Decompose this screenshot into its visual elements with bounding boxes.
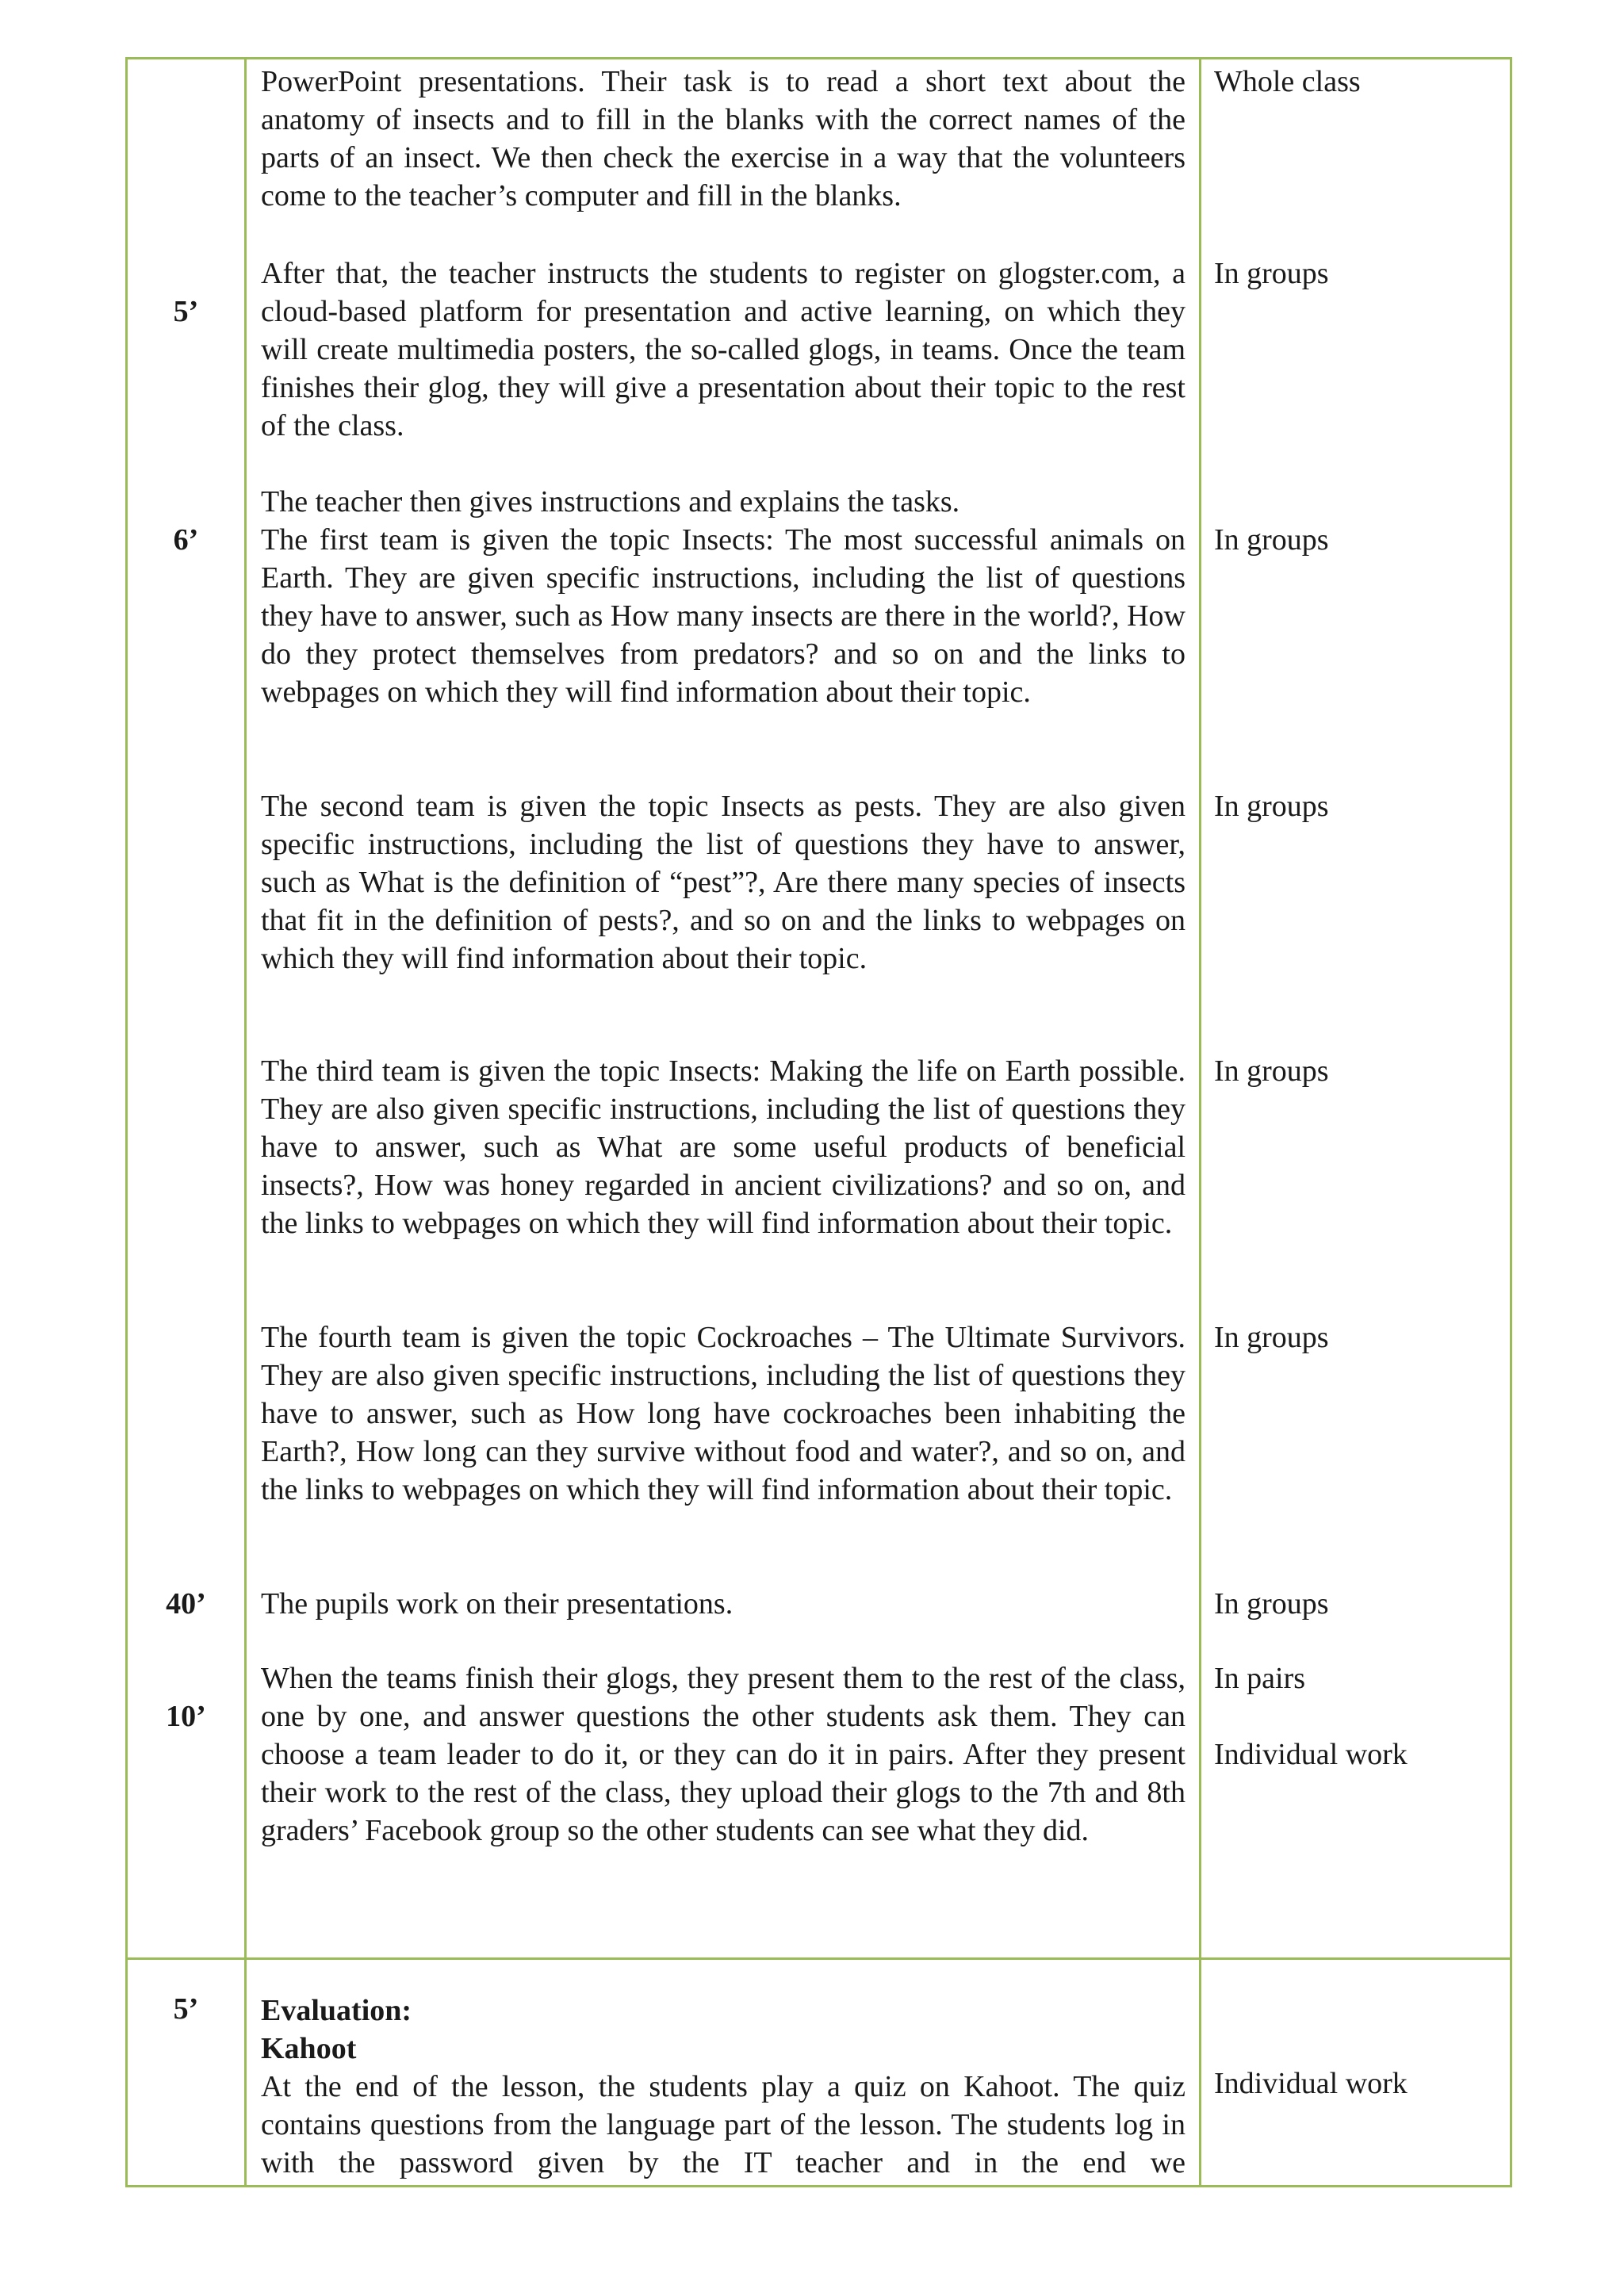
work-form-label: In groups (1214, 1321, 1329, 1354)
time-label: 5’ (173, 295, 199, 328)
work-form-label: In groups (1214, 523, 1329, 557)
time-label: 6’ (173, 523, 199, 557)
activity-paragraph: When the teams finish their glogs, they present them to the rest of the class, one by one, and answer questions the other students ask them. They can choose a team leader to do it, or they can do it in pairs. After they present their work to the rest of the class, they upload their glogs to the 7th and 8th graders’ Facebook group so the other students can see what they did. (261, 1662, 1185, 1847)
work-form-label: Whole class (1214, 65, 1361, 98)
section-heading-kahoot: Kahoot (261, 2032, 357, 2065)
time-cell (127, 1959, 246, 2187)
time-label: 5’ (173, 1992, 199, 2026)
time-label: 40’ (166, 1587, 206, 1621)
activity-paragraph: The third team is given the topic Insects: Making the life on Earth possible. They are also given specific instructions, including the list of questions they have to answer, such as What are some useful products of beneficial insects?, How was honey regarded in ancient civilizations? and so on, and the links to webpages on which they will find information about their topic. (261, 1054, 1185, 1240)
table-row (127, 1959, 1511, 2187)
activity-description-cell (246, 1959, 1201, 2187)
activity-paragraph: The second team is given the topic Insects as pests. They are also given specific instructions, including the list of questions they have to answer, such as What is the definition of “pest”?, Are there many species of insects that fit in the definition of pests?, and so on and the links to webpages on which they will find information about their topic. (261, 790, 1185, 975)
time-label: 10’ (166, 1700, 206, 1733)
work-form-label: Individual work (1214, 2067, 1408, 2100)
activity-description-cell (246, 59, 1201, 1959)
table-row (127, 59, 1511, 1959)
activity-paragraph: The fourth team is given the topic Cockroaches – The Ultimate Survivors. They are also given specific instructions, including the list of questions they have to answer, such as How long have cockroaches been inhabiting the Earth?, How long can they survive without food and water?, and so on, and the links to webpages on which they will find information about their topic. (261, 1321, 1185, 1506)
lesson-plan-table (125, 57, 1512, 2187)
work-form-label: In pairs (1214, 1662, 1306, 1695)
activity-paragraph: The teacher then gives instructions and explains the tasks. (261, 485, 960, 519)
work-form-cell (1201, 1959, 1511, 2187)
work-form-label: In groups (1214, 257, 1329, 290)
activity-paragraph: At the end of the lesson, the students play a quiz on Kahoot. The quiz contains questions from the language part of the lesson. The students log in with the password given by the IT teacher and in the end we (261, 2070, 1185, 2179)
work-form-label: Individual work (1214, 1738, 1408, 1771)
activity-paragraph: PowerPoint presentations. Their task is to read a short text about the anatomy of insects and to fill in the blanks with the correct names of the parts of an insect. We then check the exercise in a way that the volunteers come to the teacher’s computer and fill in the blanks. (261, 65, 1185, 212)
section-heading-evaluation: Evaluation: (261, 1994, 412, 2027)
work-form-cell (1201, 59, 1511, 1959)
activity-paragraph: The first team is given the topic Insects: The most successful animals on Earth. They are given specific instructions, including the list of questions they have to answer, such as How many insects are there in the world?, How do they protect themselves from predators? and so on and the links to webpages on which they will find information about their topic. (261, 523, 1185, 709)
work-form-label: In groups (1214, 1587, 1329, 1621)
work-form-label: In groups (1214, 1054, 1329, 1088)
activity-paragraph: The pupils work on their presentations. (261, 1587, 733, 1621)
work-form-label: In groups (1214, 790, 1329, 823)
time-cell (127, 59, 246, 1959)
activity-paragraph: After that, the teacher instructs the students to register on glogster.com, a cloud-based platform for presentation and active learning, on which they will create multimedia posters, the so-called glogs, in teams. Once the team finishes their glog, they will give a presentation about their topic to the rest of the class. (261, 257, 1185, 442)
